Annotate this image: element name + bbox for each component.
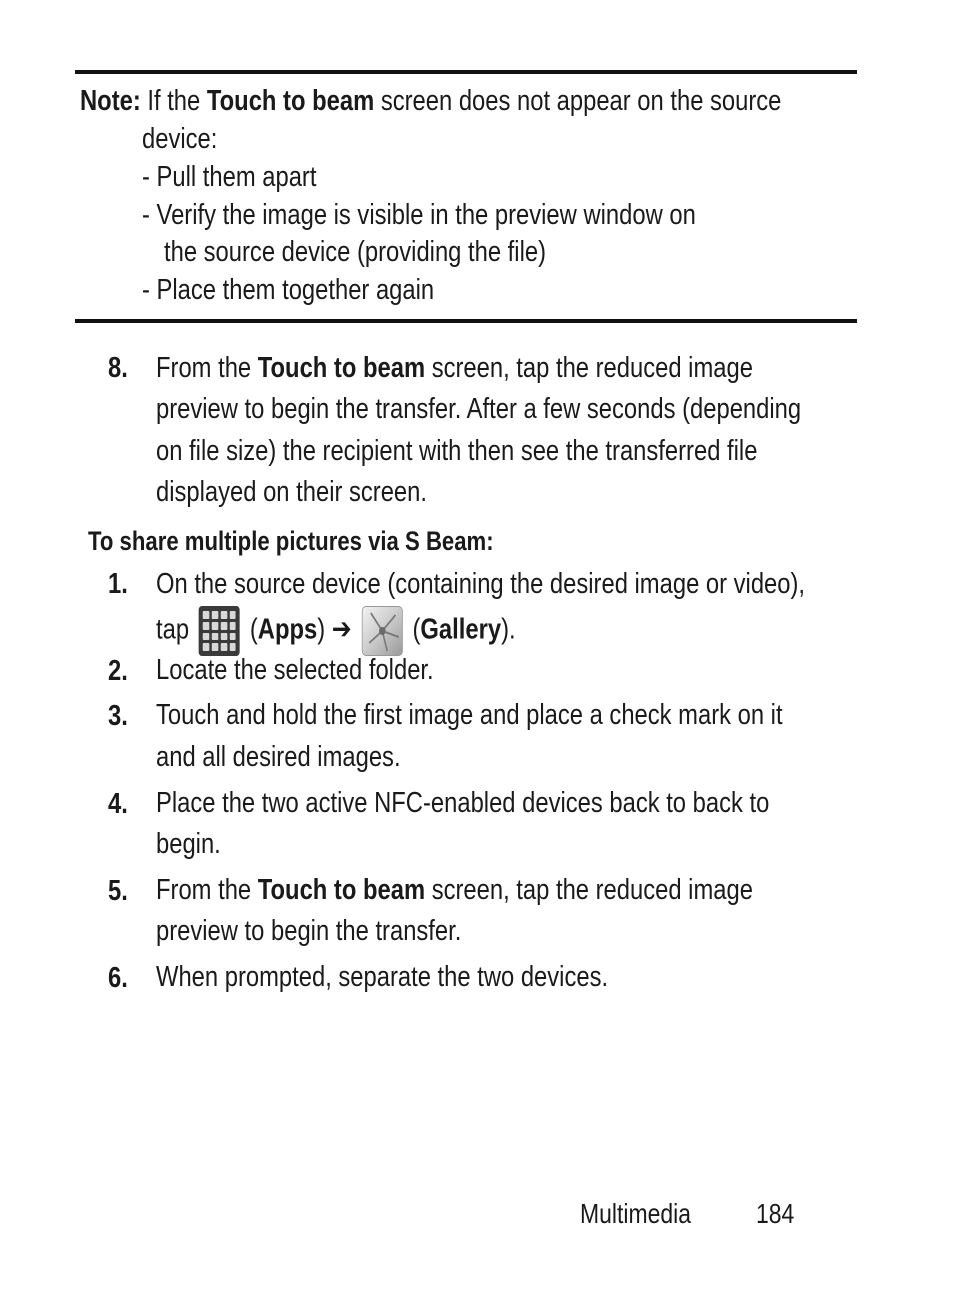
note-top-rule bbox=[75, 70, 857, 74]
arrow-icon: ➔ bbox=[331, 613, 352, 646]
touch-to-beam-term: Touch to beam bbox=[257, 874, 426, 906]
step-2-line-1: Locate the selected folder. bbox=[156, 654, 434, 686]
note-label: Note: bbox=[80, 85, 141, 117]
step-number: 4. bbox=[108, 788, 128, 820]
step-4-line-2: begin. bbox=[156, 828, 221, 860]
touch-to-beam-term: Touch to beam bbox=[206, 85, 375, 117]
step-3-line-1: Touch and hold the first image and place a check mark on it bbox=[156, 699, 783, 731]
step-1-line-2: tap (Apps) ➔ (Gallery). bbox=[156, 606, 595, 656]
note-line-2: device: bbox=[142, 123, 218, 155]
step-8-line-3: on file size) the recipient with then see the transferred file bbox=[156, 435, 758, 467]
section-heading: To share multiple pictures via S Beam: bbox=[88, 526, 494, 556]
step-5-line-1: From the Touch to beam screen, tap the reduced image bbox=[156, 874, 753, 906]
apps-label: Apps bbox=[257, 613, 318, 646]
page-number: 184 bbox=[756, 1198, 795, 1229]
step-5-line-2: preview to begin the transfer. bbox=[156, 915, 462, 947]
note-line-3: - Pull them apart bbox=[142, 161, 317, 193]
note-line-4: - Verify the image is visible in the preview window on bbox=[142, 199, 696, 231]
step-8-line-2: preview to begin the transfer. After a few seconds (depending bbox=[156, 393, 802, 425]
step-number: 6. bbox=[108, 962, 128, 994]
note-line-6: - Place them together again bbox=[142, 274, 435, 306]
note-line-5: the source device (providing the file) bbox=[164, 236, 547, 268]
step-6-line-1: When prompted, separate the two devices. bbox=[156, 961, 609, 993]
apps-grid-icon bbox=[199, 606, 240, 656]
step-8-line-4: displayed on their screen. bbox=[156, 476, 427, 508]
step-number: 5. bbox=[108, 875, 128, 907]
step-number: 1. bbox=[108, 568, 128, 600]
step-number: 2. bbox=[108, 655, 128, 687]
step-number: 8. bbox=[108, 352, 128, 384]
note-bottom-rule bbox=[75, 319, 857, 323]
step-3-line-2: and all desired images. bbox=[156, 741, 401, 773]
note-line-1: Note: If the Touch to beam screen does not appear on the source bbox=[80, 85, 782, 117]
step-number: 3. bbox=[108, 700, 128, 732]
footer-section-name: Multimedia bbox=[580, 1198, 692, 1229]
gallery-label: Gallery bbox=[420, 613, 502, 646]
step-1-line-1: On the source device (containing the desired image or video), bbox=[156, 568, 806, 600]
step-8-line-1: From the Touch to beam screen, tap the reduced image bbox=[156, 352, 753, 384]
gallery-icon bbox=[362, 606, 403, 656]
step-4-line-1: Place the two active NFC-enabled devices back to back to bbox=[156, 787, 770, 819]
touch-to-beam-term: Touch to beam bbox=[257, 352, 426, 384]
